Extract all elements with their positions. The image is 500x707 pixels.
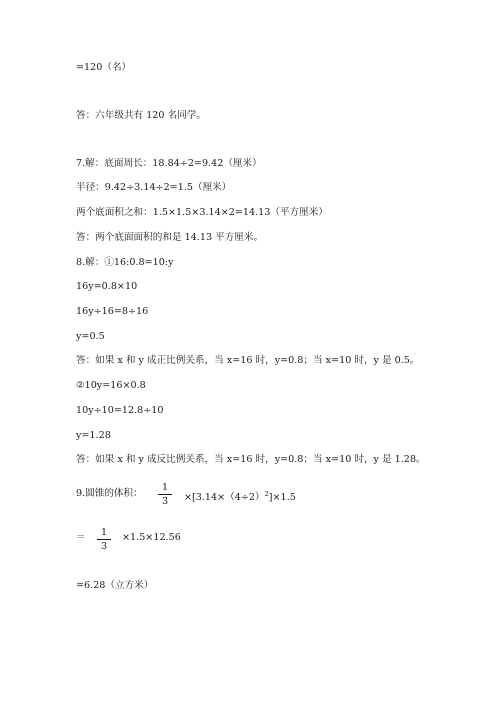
q9-fraction-one-third-2: [97, 527, 111, 552]
q8-step-3: y=0.5: [76, 331, 105, 342]
q9-equals-sign: ＝: [76, 532, 86, 543]
result-line-students: =120（名）: [76, 62, 132, 73]
q7-radius: 半径：9.42÷3.14÷2=1.5（厘米）: [76, 182, 232, 193]
expr-part-b: ]×1.5: [268, 492, 296, 503]
q7-base-area-sum: 两个底面积之和：1.5×1.5×3.14×2=14.13（平方厘米）: [76, 207, 328, 218]
fraction-bar: [158, 494, 172, 495]
q7-base-perimeter: 7.解：底面周长：18.84÷2=9.42（厘米）: [76, 158, 262, 169]
q9-expression-2: ×1.5×12.56: [122, 532, 181, 543]
fraction-bar: [97, 539, 111, 540]
exponent: 2: [264, 490, 269, 498]
q9-cone-volume-label: 9.圆锥的体积：: [76, 488, 143, 499]
q8-inverse-step-2: y=1.28: [76, 430, 111, 441]
q9-result: =6.28（立方米）: [76, 580, 154, 591]
q9-fraction-one-third: [158, 482, 172, 507]
fraction-denominator: 3: [161, 496, 169, 507]
q9-cone-volume-expression: [184, 488, 296, 504]
q8-step-1: 16y=0.8×10: [76, 281, 138, 292]
fraction-numerator: 1: [100, 527, 108, 538]
q8-answer-inverse: 答：如果 x 和 y 成反比例关系，当 x=16 时，y=0.8；当 x=10 时，y 是 1.28。: [76, 454, 426, 465]
q8-step-2: 16y÷16=8÷16: [76, 306, 149, 317]
q7-answer: 答：两个底面面积的和是 14.13 平方厘米。: [76, 232, 264, 243]
answer-line-students: 答：六年级共有 120 名同学。: [76, 110, 206, 121]
fraction-numerator: 1: [161, 482, 169, 493]
q8-inverse-step-1: 10y÷10=12.8÷10: [76, 405, 164, 416]
fraction-denominator: 3: [100, 541, 108, 552]
expr-part-a: ×[3.14×（4÷2）: [184, 492, 265, 503]
q8-answer-direct: 答：如果 x 和 y 成正比例关系，当 x=16 时，y=0.8；当 x=10 时，y 是 0.5。: [76, 355, 420, 366]
q8-proportion: 8.解：①16:0.8=10:y: [76, 257, 174, 268]
q8-inverse-equation: ②10y=16×0.8: [76, 380, 146, 391]
